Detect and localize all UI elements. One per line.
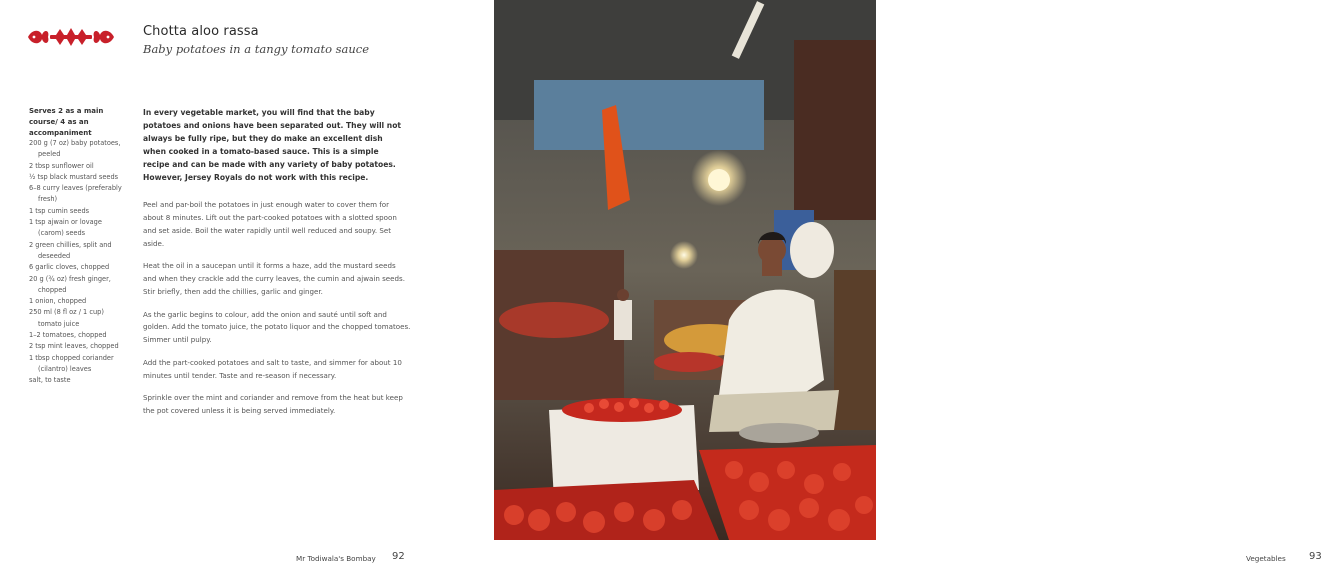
ingredient-item: 1 tsp cumin seeds: [29, 206, 90, 215]
page-number-right: 93: [1309, 551, 1322, 562]
recipe-title: Chotta aloo rassa: [143, 24, 259, 39]
method-step: As the garlic begins to colour, add the onion and sauté until soft and golden. Add the tomato juice, the potato liquor and the chopped tomatoes. Simmer until pulpy.: [143, 309, 411, 345]
ingredient-item: 6–8 curry leaves (preferably fresh): [29, 184, 122, 204]
ingredient-item: 250 ml (8 fl oz / 1 cup) tomato juice: [29, 308, 104, 328]
method-step: Heat the oil in a saucepan until it forms a haze, add the mustard seeds and when they crackle add the curry leaves, the cumin and ajwain seeds. Stir briefly, then add the chillies, garlic and ginger.: [143, 261, 405, 297]
running-footer-section: Vegetables: [1246, 554, 1286, 563]
left-page: [0, 0, 450, 587]
ingredient-item: 1–2 tomatoes, chopped: [29, 331, 107, 340]
ingredient-item: 20 g (¾ oz) fresh ginger, chopped: [29, 274, 111, 294]
ingredient-item: 6 garlic cloves, chopped: [29, 263, 110, 272]
market-vendor-photo: [494, 0, 876, 540]
recipe-subtitle: Baby potatoes in a tangy tomato sauce: [143, 42, 370, 56]
ingredient-item: 1 onion, chopped: [29, 297, 87, 306]
ingredient-item: ½ tsp black mustard seeds: [29, 172, 119, 181]
method-step: Add the part-cooked potatoes and salt to taste, and simmer for about 10 minutes until tender. Taste and re-season if necessary.: [143, 357, 402, 380]
ingredient-item: 1 tsp ajwain or lovage (carom) seeds: [29, 218, 102, 238]
method-step: Sprinkle over the mint and coriander and remove from the heat but keep the pot covered unless it is being served immediately.: [143, 393, 403, 416]
ingredient-list: [29, 138, 129, 387]
method-steps: [143, 199, 411, 428]
ingredient-item: 200 g (7 oz) baby potatoes, peeled: [29, 139, 121, 159]
method-step: Peel and par-boil the potatoes in just enough water to cover them for about 8 minutes. Lift out the part-cooked potatoes with a slotted spoon and set aside. Boil the water rapidly until well reduced and soupy. Set aside.: [143, 200, 397, 248]
page-number-left: 92: [392, 551, 405, 562]
ingredient-item: 2 green chillies, split and deseeded: [29, 240, 112, 260]
recipe-intro: In every vegetable market, you will find that the baby potatoes and onions have been separated out. They will not always be fully ripe, but they do make an excellent dish when cooked in a tomato-based sauce. This is a simple recipe and can be made with any variety of baby potatoes. However, Jersey Royals do not work with this recipe.: [143, 108, 402, 183]
ingredient-item: 2 tbsp sunflower oil: [29, 161, 94, 170]
ingredient-item: 2 tsp mint leaves, chopped: [29, 342, 119, 351]
decorative-ornament-icon: [26, 26, 116, 48]
ingredient-item: salt, to taste: [29, 376, 71, 385]
serves-note: Serves 2 as a main course/ 4 as an accompaniment: [29, 107, 104, 137]
ingredient-item: 1 tbsp chopped coriander (cilantro) leaves: [29, 353, 114, 373]
running-footer-book-title: Mr Todiwala's Bombay: [296, 554, 376, 563]
